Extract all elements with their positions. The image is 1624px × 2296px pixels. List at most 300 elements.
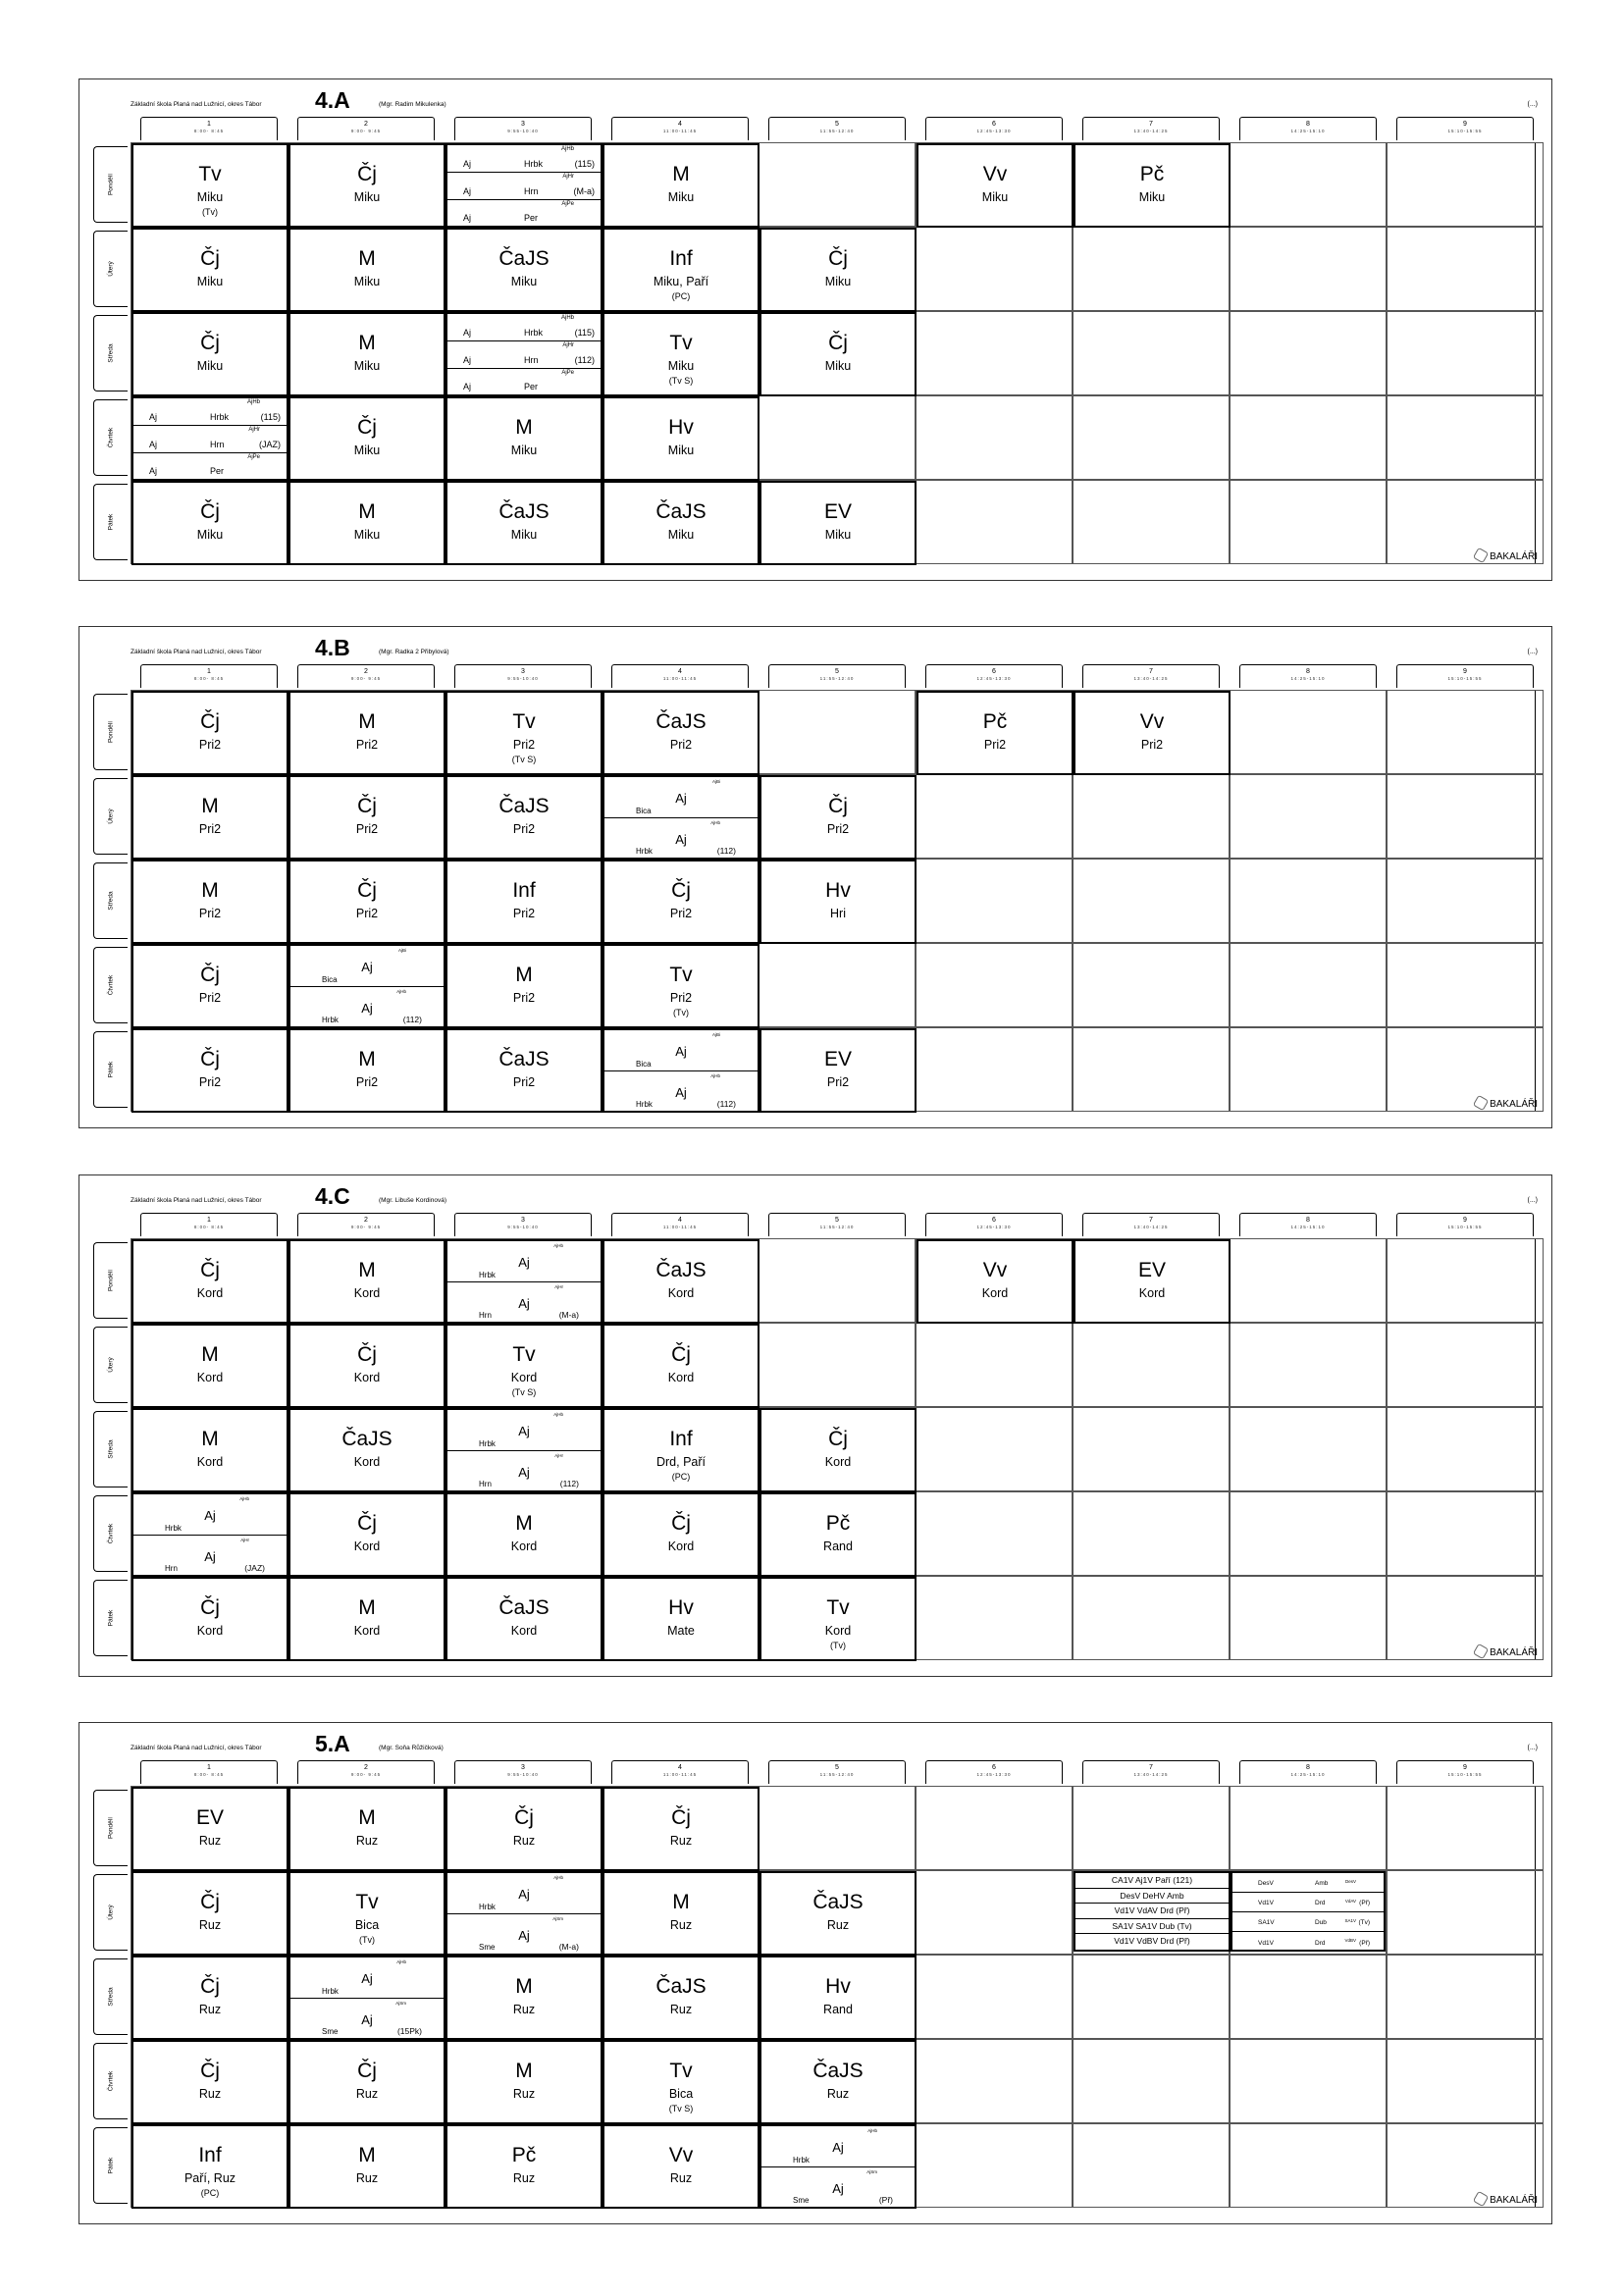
- group-room: (JAZ): [259, 439, 281, 449]
- lesson-cell[interactable]: [131, 1871, 288, 1956]
- period-header: [925, 1213, 1063, 1236]
- lesson-cell[interactable]: [445, 1239, 602, 1324]
- lesson-teacher: Hri: [830, 907, 846, 920]
- lesson-subject: EV: [823, 1048, 852, 1070]
- period-time: 11:00-11:45: [662, 676, 698, 681]
- lesson-cell[interactable]: [288, 860, 445, 944]
- lesson-teacher: Kord: [667, 1286, 695, 1300]
- lesson-subject: Čj: [357, 879, 377, 902]
- group-room: (115): [260, 412, 281, 423]
- group-lesson[interactable]: [604, 817, 758, 858]
- lesson-subject: Čj: [671, 1512, 691, 1535]
- lesson-subject: M: [358, 1048, 376, 1070]
- lesson-subject: Čj: [828, 247, 848, 270]
- group-lesson[interactable]: [447, 1873, 601, 1913]
- lesson-teacher: Miku: [196, 528, 224, 542]
- lesson-cell[interactable]: [917, 691, 1074, 775]
- lesson-cell[interactable]: [288, 691, 445, 775]
- lesson-cell[interactable]: [760, 1871, 917, 1956]
- group-code: VdAV: [1344, 1899, 1356, 1904]
- empty-cell: [1230, 142, 1387, 227]
- lesson-cell[interactable]: [602, 1956, 760, 2040]
- group-room: (Př): [878, 2195, 893, 2205]
- empty-cell: [759, 943, 916, 1027]
- bakalari-logo-icon: [1473, 548, 1489, 563]
- lesson-cell[interactable]: [445, 1408, 602, 1492]
- lesson-cell[interactable]: [602, 143, 760, 228]
- lesson-cell[interactable]: [131, 481, 288, 565]
- lesson-teacher: Kord: [510, 1539, 538, 1553]
- lesson-subject: Čj: [357, 163, 377, 185]
- group-lesson[interactable]: [290, 1998, 444, 2038]
- lesson-cell[interactable]: [602, 312, 760, 396]
- lesson-cell[interactable]: [602, 691, 760, 775]
- lesson-teacher: Bica: [668, 2087, 694, 2101]
- lesson-cell[interactable]: [445, 481, 602, 565]
- period-number: 2: [364, 1764, 368, 1771]
- lesson-cell[interactable]: [602, 2124, 760, 2209]
- group-subject: Aj: [204, 1508, 216, 1523]
- lesson-cell[interactable]: [445, 312, 602, 396]
- group-room: (112): [574, 354, 595, 365]
- period-time: 15:10-15:55: [1447, 1772, 1483, 1777]
- period-number: 7: [1149, 121, 1153, 128]
- group-subject: Aj: [518, 1296, 530, 1311]
- group-room: (M-a): [558, 1942, 579, 1952]
- lesson-cell[interactable]: [445, 775, 602, 860]
- lesson-cell[interactable]: [288, 143, 445, 228]
- lesson-cell[interactable]: [288, 1239, 445, 1324]
- lesson-cell[interactable]: [760, 2124, 917, 2209]
- elective-row[interactable]: Vd1V VdBV Drd (Př): [1114, 1936, 1190, 1946]
- group-lesson[interactable]: [133, 398, 287, 425]
- period-time: 9:55-10:40: [507, 129, 539, 133]
- class-title: 4.B: [315, 635, 350, 660]
- lesson-cell[interactable]: [760, 860, 917, 944]
- empty-cell: [1073, 1323, 1230, 1407]
- empty-cell: [759, 1323, 916, 1407]
- group-teacher: Hrbk: [479, 1903, 496, 1911]
- group-lesson[interactable]: [447, 1450, 601, 1490]
- group-subject: Aj: [204, 1549, 216, 1564]
- period-header: [297, 117, 435, 140]
- lesson-cell[interactable]: [131, 1324, 288, 1408]
- elective-row[interactable]: SA1V SA1V Dub (Tv): [1075, 1919, 1229, 1935]
- group-teacher: Hrbk: [479, 1439, 496, 1448]
- day-header: [93, 778, 128, 855]
- empty-cell: [1387, 395, 1544, 480]
- more-link[interactable]: (...): [1527, 1745, 1538, 1751]
- day-header: [93, 947, 128, 1023]
- period-number: 8: [1306, 1764, 1310, 1771]
- day-label: Středa: [107, 343, 115, 363]
- lesson-subject: Čj: [357, 416, 377, 439]
- period-number: 8: [1306, 668, 1310, 675]
- lesson-teacher: Miku: [824, 359, 852, 373]
- lesson-teacher: Ruz: [198, 2087, 222, 2101]
- group-subject: Aj: [463, 212, 472, 223]
- lesson-cell[interactable]: [602, 944, 760, 1028]
- lesson-cell[interactable]: [602, 1577, 760, 1661]
- group-lesson[interactable]: [761, 2126, 915, 2166]
- lesson-cell[interactable]: [1074, 1239, 1231, 1324]
- group-subject: Aj: [149, 439, 158, 449]
- lesson-subject: Tv: [669, 964, 693, 986]
- lesson-cell[interactable]: [760, 312, 917, 396]
- elective-row[interactable]: Vd1V VdAV Drd (Př): [1075, 1904, 1229, 1919]
- lesson-cell[interactable]: [445, 1871, 602, 1956]
- lesson-cell[interactable]: [602, 1239, 760, 1324]
- lesson-cell[interactable]: [445, 1492, 602, 1577]
- lesson-teacher: Kord: [667, 1539, 695, 1553]
- empty-cell: [1387, 690, 1544, 774]
- more-link[interactable]: (...): [1527, 1197, 1538, 1204]
- lesson-cell[interactable]: [445, 1956, 602, 2040]
- lesson-cell[interactable]: [445, 143, 602, 228]
- group-lesson[interactable]: [290, 1957, 444, 1998]
- group-subject: Aj: [675, 791, 687, 806]
- lesson-teacher: Pri2: [669, 907, 693, 920]
- lesson-cell[interactable]: [288, 2124, 445, 2209]
- empty-cell: [1230, 859, 1387, 943]
- brand-logo: [1475, 1645, 1538, 1658]
- lesson-subject: M: [515, 416, 533, 439]
- lesson-subject: Inf: [669, 247, 693, 270]
- group-teacher: Bica: [636, 807, 652, 815]
- empty-cell: [916, 1786, 1073, 1870]
- lesson-cell[interactable]: [445, 2124, 602, 2209]
- group-code: AjHb: [560, 146, 574, 152]
- lesson-cell[interactable]: [131, 143, 288, 228]
- lesson-teacher: Pri2: [669, 991, 693, 1005]
- empty-cell: [1387, 1407, 1544, 1491]
- lesson-teacher: Miku: [353, 444, 381, 457]
- period-time: 8:00- 8:45: [193, 129, 225, 133]
- lesson-cell[interactable]: [288, 775, 445, 860]
- lesson-cell[interactable]: [131, 1787, 288, 1871]
- lesson-subject: M: [515, 1512, 533, 1535]
- day-header: [93, 315, 128, 391]
- lesson-cell[interactable]: [288, 1787, 445, 1871]
- period-header: [140, 117, 278, 140]
- lesson-cell[interactable]: [917, 1239, 1074, 1324]
- lesson-cell[interactable]: [288, 481, 445, 565]
- group-lesson[interactable]: [447, 1281, 601, 1322]
- lesson-cell[interactable]: [131, 1577, 288, 1661]
- lesson-cell[interactable]: [445, 396, 602, 481]
- group-room: (112): [716, 1099, 736, 1109]
- period-number: 3: [521, 121, 525, 128]
- lesson-cell[interactable]: [445, 944, 602, 1028]
- lesson-cell[interactable]: [288, 1324, 445, 1408]
- lesson-cell[interactable]: [602, 396, 760, 481]
- period-number: 9: [1463, 121, 1467, 128]
- lesson-teacher: Kord: [353, 1455, 381, 1469]
- lesson-cell[interactable]: [288, 1577, 445, 1661]
- brand-name: BAKALÁŘI: [1490, 2195, 1538, 2206]
- elective-group-list[interactable]: [1074, 1871, 1231, 1952]
- group-lesson[interactable]: [290, 986, 444, 1026]
- lesson-cell[interactable]: [288, 396, 445, 481]
- group-lesson[interactable]: [447, 1410, 601, 1450]
- period-time: 15:10-15:55: [1447, 676, 1483, 681]
- day-header: [93, 146, 128, 223]
- group-lesson[interactable]: [447, 1913, 601, 1954]
- day-label: Čtvrtek: [107, 974, 115, 996]
- elective-group-list[interactable]: [1231, 1871, 1386, 1952]
- lesson-cell[interactable]: [288, 1408, 445, 1492]
- lesson-cell[interactable]: [602, 1871, 760, 1956]
- lesson-subject: M: [358, 710, 376, 733]
- lesson-cell[interactable]: [602, 1028, 760, 1113]
- lesson-teacher: Pri2: [1140, 738, 1164, 752]
- bakalari-logo-icon: [1473, 2191, 1489, 2207]
- lesson-cell[interactable]: [288, 1492, 445, 1577]
- lesson-cell[interactable]: [760, 228, 917, 312]
- period-number: 6: [992, 1764, 996, 1771]
- group-teacher: Sme: [322, 2027, 339, 2036]
- group-lesson[interactable]: [133, 425, 287, 451]
- empty-cell: [1073, 311, 1230, 395]
- elective-row[interactable]: [1232, 1873, 1384, 1893]
- lesson-cell[interactable]: [445, 1028, 602, 1113]
- lesson-cell[interactable]: [131, 691, 288, 775]
- period-number: 6: [992, 121, 996, 128]
- lesson-cell[interactable]: [445, 691, 602, 775]
- group-lesson[interactable]: [447, 368, 601, 394]
- lesson-cell[interactable]: [131, 1028, 288, 1113]
- group-lesson[interactable]: [447, 172, 601, 198]
- lesson-cell[interactable]: [602, 775, 760, 860]
- group-subject: DesV: [1258, 1880, 1274, 1887]
- lesson-teacher: Miku: [667, 359, 695, 373]
- lesson-subject: M: [358, 1806, 376, 1829]
- lesson-cell[interactable]: [445, 1787, 602, 1871]
- elective-row[interactable]: [1232, 1912, 1384, 1932]
- group-lesson[interactable]: [447, 1241, 601, 1281]
- period-number: 7: [1149, 1764, 1153, 1771]
- lesson-cell[interactable]: [760, 1956, 917, 2040]
- lesson-subject: Hv: [825, 1975, 851, 1998]
- lesson-cell[interactable]: [1074, 691, 1231, 775]
- group-lesson[interactable]: [447, 199, 601, 226]
- lesson-teacher: Kord: [1138, 1286, 1166, 1300]
- lesson-cell[interactable]: [445, 860, 602, 944]
- lesson-cell[interactable]: [602, 481, 760, 565]
- period-number: 4: [678, 1217, 682, 1224]
- class-teacher: (Mgr. Soňa Růžičková): [379, 1745, 444, 1751]
- lesson-cell[interactable]: [445, 1324, 602, 1408]
- more-link[interactable]: (...): [1527, 649, 1538, 655]
- lesson-teacher: Miku: [510, 528, 538, 542]
- lesson-cell[interactable]: [131, 312, 288, 396]
- lesson-cell[interactable]: [131, 1956, 288, 2040]
- empty-cell: [916, 2039, 1073, 2123]
- brand-logo: [1475, 2193, 1538, 2206]
- lesson-cell[interactable]: [917, 143, 1074, 228]
- lesson-subject: EV: [195, 1806, 224, 1829]
- group-lesson[interactable]: [133, 1535, 287, 1575]
- brand-name: BAKALÁŘI: [1490, 1099, 1538, 1110]
- group-lesson[interactable]: [447, 314, 601, 340]
- lesson-cell[interactable]: [602, 1492, 760, 1577]
- lesson-teacher: Ruz: [355, 2087, 379, 2101]
- lesson-cell[interactable]: [602, 860, 760, 944]
- group-subject: Aj: [518, 1465, 530, 1480]
- group-room: (112): [716, 846, 736, 856]
- day-label: Úterý: [107, 1905, 115, 1920]
- group-code: AjHb: [553, 1243, 563, 1248]
- lesson-cell[interactable]: [445, 2040, 602, 2124]
- lesson-cell[interactable]: [131, 1239, 288, 1324]
- period-number: 5: [835, 121, 839, 128]
- group-code: AjHr: [562, 174, 574, 181]
- period-time: 9:55-10:40: [507, 676, 539, 681]
- lesson-cell[interactable]: [131, 396, 288, 481]
- lesson-cell[interactable]: [288, 1028, 445, 1113]
- lesson-cell[interactable]: [288, 312, 445, 396]
- group-subject: Vd1V: [1258, 1900, 1274, 1906]
- lesson-cell[interactable]: [131, 228, 288, 312]
- lesson-cell[interactable]: [760, 775, 917, 860]
- period-header: [768, 1213, 906, 1236]
- group-lesson[interactable]: [604, 1070, 758, 1111]
- lesson-cell[interactable]: [1074, 143, 1231, 228]
- empty-cell: [1073, 1027, 1230, 1112]
- lesson-teacher: Kord: [353, 1371, 381, 1384]
- group-teacher: Sme: [793, 2196, 810, 2205]
- lesson-cell[interactable]: [131, 775, 288, 860]
- group-room: (15Pk): [396, 2026, 422, 2036]
- period-number: 1: [207, 1764, 211, 1771]
- lesson-cell[interactable]: [760, 1577, 917, 1661]
- group-subject: Aj: [518, 1424, 530, 1438]
- lesson-cell[interactable]: [288, 1956, 445, 2040]
- lesson-subject: Čj: [828, 1428, 848, 1450]
- elective-row[interactable]: DesV DeHV Amb: [1075, 1889, 1229, 1905]
- group-teacher: Hrn: [524, 354, 539, 365]
- elective-row[interactable]: CA1V Aj1V Paří (121): [1075, 1873, 1229, 1889]
- lesson-teacher: Miku: [824, 275, 852, 288]
- empty-cell: [1230, 1491, 1387, 1576]
- empty-cell: [1387, 2039, 1544, 2123]
- empty-cell: [916, 395, 1073, 480]
- lesson-cell[interactable]: [131, 860, 288, 944]
- group-lesson[interactable]: [604, 1030, 758, 1070]
- lesson-teacher: Pri2: [198, 1075, 222, 1089]
- group-lesson[interactable]: [604, 777, 758, 817]
- group-subject: Aj: [149, 465, 158, 476]
- group-room: (115): [574, 328, 595, 339]
- day-header: [93, 1495, 128, 1572]
- lesson-cell[interactable]: [602, 1787, 760, 1871]
- lesson-teacher: Kord: [824, 1624, 852, 1638]
- lesson-subject: Čj: [357, 2060, 377, 2082]
- lesson-cell[interactable]: [760, 481, 917, 565]
- lesson-cell[interactable]: [288, 228, 445, 312]
- elective-row[interactable]: [1232, 1893, 1384, 1912]
- class-teacher: (Mgr. Radim Mikulenka): [379, 101, 446, 108]
- lesson-subject: Čj: [200, 247, 220, 270]
- group-lesson[interactable]: [761, 2166, 915, 2207]
- empty-cell: [916, 1870, 1073, 1955]
- lesson-cell[interactable]: [602, 1408, 760, 1492]
- lesson-subject: Čj: [671, 879, 691, 902]
- lesson-teacher: Miku: [353, 190, 381, 204]
- lesson-cell[interactable]: [288, 944, 445, 1028]
- lesson-subject: Čj: [200, 500, 220, 523]
- lesson-subject: ČaJS: [812, 1891, 864, 1913]
- group-lesson[interactable]: [133, 1494, 287, 1535]
- empty-cell: [1230, 1576, 1387, 1660]
- elective-row[interactable]: [1232, 1932, 1384, 1952]
- period-time: 11:55-12:40: [819, 676, 855, 681]
- lesson-cell[interactable]: [760, 1028, 917, 1113]
- group-lesson[interactable]: [447, 145, 601, 172]
- lesson-cell[interactable]: [760, 2040, 917, 2124]
- lesson-cell[interactable]: [602, 1324, 760, 1408]
- lesson-subject: M: [358, 1259, 376, 1281]
- lesson-teacher: Ruz: [355, 2171, 379, 2185]
- lesson-cell[interactable]: [602, 2040, 760, 2124]
- lesson-cell[interactable]: [288, 1871, 445, 1956]
- group-subject: Aj: [463, 381, 472, 391]
- empty-cell: [916, 311, 1073, 395]
- period-number: 1: [207, 121, 211, 128]
- lesson-subject: M: [201, 879, 219, 902]
- lesson-teacher: Miku: [353, 275, 381, 288]
- day-label: Čtvrtek: [107, 1523, 115, 1544]
- lesson-teacher: Pri2: [355, 822, 379, 836]
- group-teacher: Hrbk: [524, 328, 544, 339]
- empty-cell: [1230, 480, 1387, 564]
- empty-cell: [916, 774, 1073, 859]
- lesson-cell[interactable]: [131, 1408, 288, 1492]
- lesson-cell[interactable]: [760, 1492, 917, 1577]
- lesson-cell[interactable]: [131, 2124, 288, 2209]
- lesson-teacher: Ruz: [512, 2087, 536, 2101]
- group-code: DesV: [1344, 1879, 1356, 1884]
- group-teacher: Hrn: [210, 439, 225, 449]
- period-time: 9:55-10:40: [507, 1772, 539, 1777]
- empty-cell: [916, 1491, 1073, 1576]
- lesson-teacher: Miku: [353, 528, 381, 542]
- more-link[interactable]: (...): [1527, 101, 1538, 108]
- lesson-cell[interactable]: [760, 1408, 917, 1492]
- lesson-subject: Tv: [669, 332, 693, 354]
- group-lesson[interactable]: [290, 946, 444, 986]
- lesson-teacher: Kord: [353, 1624, 381, 1638]
- period-number: 1: [207, 1217, 211, 1224]
- period-time: 15:10-15:55: [1447, 129, 1483, 133]
- lesson-teacher: Rand: [823, 1539, 853, 1553]
- lesson-cell[interactable]: [131, 1492, 288, 1577]
- lesson-cell[interactable]: [131, 2040, 288, 2124]
- group-subject: Aj: [463, 159, 472, 170]
- lesson-subject: ČaJS: [341, 1428, 393, 1450]
- lesson-subject: ČaJS: [498, 1596, 550, 1619]
- lesson-cell[interactable]: [445, 228, 602, 312]
- group-lesson[interactable]: [133, 452, 287, 479]
- period-time: 14:25-15:10: [1290, 1225, 1326, 1229]
- lesson-teacher: Pri2: [512, 738, 536, 752]
- lesson-cell[interactable]: [602, 228, 760, 312]
- lesson-cell[interactable]: [288, 2040, 445, 2124]
- period-header: [925, 117, 1063, 140]
- lesson-cell[interactable]: [445, 1577, 602, 1661]
- lesson-cell[interactable]: [131, 944, 288, 1028]
- group-lesson[interactable]: [447, 340, 601, 367]
